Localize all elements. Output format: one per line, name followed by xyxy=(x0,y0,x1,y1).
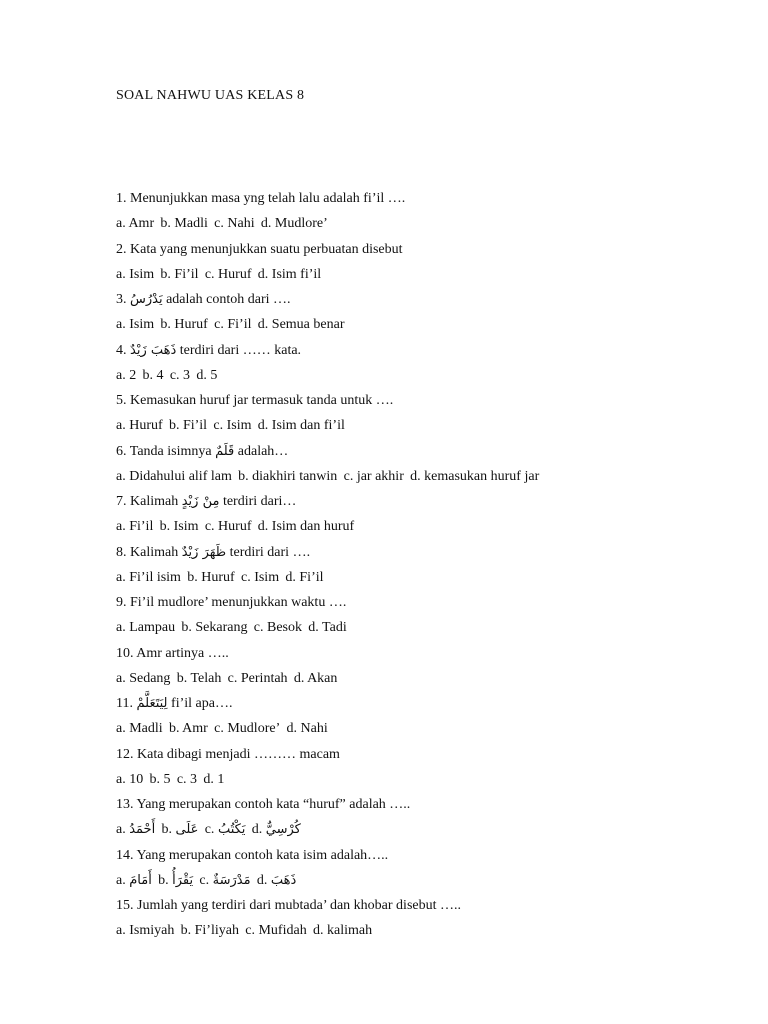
text-segment: c. Isim xyxy=(240,569,280,585)
answer-option xyxy=(177,671,222,686)
answer-option xyxy=(313,923,372,938)
text-segment: d. 5 xyxy=(196,367,218,383)
answer-option xyxy=(160,317,207,332)
arabic-text: مِنْ زَيْدٍ xyxy=(181,494,220,509)
text-segment: adalah… xyxy=(234,443,289,459)
answer-option xyxy=(170,368,190,383)
text-segment: d. Fi’il xyxy=(285,569,324,585)
text-segment: 5. Kemasukan huruf jar termasuk tanda untuk …. xyxy=(116,393,394,408)
text-segment: b. Sekarang xyxy=(181,620,248,636)
text-segment: 8. Kalimah xyxy=(116,544,182,560)
text-segment: 10. Amr artinya ….. xyxy=(116,645,229,661)
arabic-text: كُرْسِيٌّ xyxy=(265,822,301,838)
answer-option xyxy=(116,570,181,585)
text-segment: fi’il apa…. xyxy=(167,696,233,711)
arabic-text: مَدْرَسَةٌ xyxy=(212,872,251,888)
text-segment: c. Huruf xyxy=(204,266,252,282)
text-segment: c. xyxy=(204,822,218,838)
text-segment: 2. Kata yang menunjukkan suatu perbuatan disebut xyxy=(116,241,403,257)
text-segment: c. Mufidah xyxy=(245,923,307,939)
text-segment: c. Perintah xyxy=(227,670,288,686)
text-segment: c. xyxy=(199,872,213,888)
answer-option xyxy=(245,923,306,938)
arabic-text: ذَهَبَ xyxy=(270,872,297,888)
answer-options xyxy=(116,514,756,539)
text-segment: 7. Kalimah xyxy=(116,494,182,509)
text-segment: b. Isim xyxy=(159,519,199,535)
text-segment: c. jar akhir xyxy=(343,468,404,484)
arabic-text: قَلَمٌ xyxy=(215,443,235,459)
answer-option xyxy=(160,216,207,231)
answer-option xyxy=(181,923,239,938)
answer-option xyxy=(196,368,217,383)
answer-options xyxy=(116,565,756,590)
text-segment: d. kalimah xyxy=(313,923,373,939)
answer-option xyxy=(116,469,232,484)
answer-option xyxy=(285,570,323,585)
text-segment: b. Amr xyxy=(168,721,208,737)
page-title: SOAL NAHWU UAS KELAS 8 xyxy=(116,88,305,103)
answer-option xyxy=(150,772,171,787)
arabic-text: يَقْرَأُ xyxy=(172,872,194,888)
text-segment: d. Akan xyxy=(293,670,338,686)
answer-option xyxy=(162,822,199,837)
arabic-text: لِيَتَعَلَّمْ xyxy=(136,696,168,711)
question-text xyxy=(116,237,756,262)
text-segment: d. Nahi xyxy=(286,721,328,737)
question-text xyxy=(116,388,756,413)
question-text xyxy=(116,287,756,312)
answer-option xyxy=(199,873,250,888)
arabic-text: يَدْرُسُ xyxy=(130,292,163,307)
answer-option xyxy=(214,317,251,332)
text-segment: 6. Tanda isimnya xyxy=(116,443,216,459)
answer-option xyxy=(214,721,280,736)
text-segment: a. Lampau xyxy=(116,620,176,636)
answer-option xyxy=(116,267,154,282)
answer-options xyxy=(116,312,756,337)
text-segment: a. Amr xyxy=(116,216,155,232)
answer-option xyxy=(116,721,163,736)
answer-options xyxy=(116,666,756,691)
answer-option xyxy=(116,317,154,332)
text-segment: d. Mudlore’ xyxy=(260,216,328,232)
text-segment: a. Madli xyxy=(116,721,163,737)
question-text xyxy=(116,641,756,666)
answer-option xyxy=(254,620,302,635)
text-segment: 4. xyxy=(116,342,130,358)
answer-option xyxy=(116,418,163,433)
text-segment: b. Fi’il xyxy=(160,266,199,282)
text-segment: b. xyxy=(158,872,173,888)
text-segment: c. Isim xyxy=(213,418,252,434)
answer-options xyxy=(116,868,756,893)
question-text xyxy=(116,439,756,464)
text-segment: b. Fi’il xyxy=(168,418,208,434)
text-segment: a. Didahului alif lam xyxy=(116,468,232,484)
text-segment: d. Tadi xyxy=(308,620,347,636)
text-segment: c. Huruf xyxy=(204,519,252,535)
answer-option xyxy=(187,570,234,585)
question-text xyxy=(116,893,756,918)
answer-option xyxy=(213,418,251,433)
text-segment: b. Madli xyxy=(160,216,208,232)
answer-option xyxy=(258,267,321,282)
text-segment: d. kemasukan huruf jar xyxy=(410,468,540,484)
arabic-text: أَمَامَ xyxy=(129,872,152,888)
answer-option xyxy=(205,519,252,534)
text-segment: adalah contoh dari …. xyxy=(162,292,291,307)
arabic-text: يَكْتُبُ xyxy=(217,822,246,838)
answer-option xyxy=(252,822,301,837)
answer-option xyxy=(158,873,193,888)
answer-options xyxy=(116,767,756,792)
text-segment: a. 2 xyxy=(116,367,137,383)
text-segment: d. xyxy=(256,872,271,888)
text-segment: d. xyxy=(251,822,266,838)
text-segment: b. Telah xyxy=(176,670,222,686)
text-segment: a. xyxy=(116,822,130,838)
answer-options xyxy=(116,262,756,287)
answer-options xyxy=(116,413,756,438)
question-text xyxy=(116,590,756,615)
text-segment: d. 1 xyxy=(203,771,225,787)
answer-option xyxy=(258,519,354,534)
text-segment: terdiri dari …… kata. xyxy=(176,342,302,358)
answer-option xyxy=(116,923,174,938)
question-text xyxy=(116,489,756,514)
text-segment: terdiri dari… xyxy=(219,494,297,509)
answer-option xyxy=(258,418,345,433)
text-segment: c. Mudlore’ xyxy=(214,721,281,737)
answer-options xyxy=(116,211,756,236)
text-segment: a. Ismiyah xyxy=(116,923,175,939)
question-text xyxy=(116,792,756,817)
answer-option xyxy=(169,721,208,736)
answer-option xyxy=(203,772,224,787)
text-segment: c. Nahi xyxy=(214,216,255,232)
answer-option xyxy=(116,620,175,635)
text-segment: 15. Jumlah yang terdiri dari mubtada’ dan khobar disebut ….. xyxy=(116,898,461,913)
question-text xyxy=(116,186,756,211)
answer-option xyxy=(116,368,136,383)
answer-option xyxy=(214,216,254,231)
text-segment: d. Isim dan fi’il xyxy=(257,418,345,434)
answer-option xyxy=(169,418,207,433)
text-segment: b. Huruf xyxy=(187,569,235,585)
text-segment: 9. Fi’il mudlore’ menunjukkan waktu …. xyxy=(116,595,347,610)
question-text xyxy=(116,843,756,868)
text-segment: c. Besok xyxy=(253,620,302,636)
answer-options xyxy=(116,363,756,388)
text-segment: 12. Kata dibagi menjadi ……… macam xyxy=(116,746,340,762)
answer-options xyxy=(116,464,756,489)
text-segment: b. Huruf xyxy=(160,317,208,333)
answer-option xyxy=(160,267,198,282)
answer-option xyxy=(116,822,155,837)
answer-option xyxy=(287,721,328,736)
answer-options xyxy=(116,615,756,640)
text-segment: a. Isim xyxy=(116,317,155,333)
answer-option xyxy=(258,317,345,332)
answer-option xyxy=(294,671,338,686)
text-segment: a. Fi’il xyxy=(116,519,154,535)
question-text xyxy=(116,691,756,716)
text-segment: b. xyxy=(161,822,176,838)
text-segment: a. Isim xyxy=(116,266,155,282)
answer-option xyxy=(116,671,170,686)
question-text xyxy=(116,338,756,363)
text-segment: a. Fi’il isim xyxy=(116,569,181,585)
answer-option xyxy=(238,469,337,484)
answer-options xyxy=(116,817,756,842)
answer-options xyxy=(116,918,756,943)
arabic-text: أَحْمَدُ xyxy=(129,822,156,838)
answer-option xyxy=(177,772,197,787)
answer-option xyxy=(116,216,154,231)
text-segment: b. Fi’liyah xyxy=(180,923,239,939)
answer-option xyxy=(261,216,328,231)
text-segment: 14. Yang merupakan contoh kata isim adalah….. xyxy=(116,847,389,863)
answer-option xyxy=(160,519,199,534)
answer-option xyxy=(344,469,404,484)
answer-option xyxy=(228,671,288,686)
answer-option xyxy=(410,469,539,484)
question-list xyxy=(116,186,756,944)
text-segment: b. 5 xyxy=(149,771,171,787)
text-segment: 3. xyxy=(116,292,130,307)
arabic-text: ظَهَرَ زَيْدٌ xyxy=(181,544,227,560)
answer-options xyxy=(116,716,756,741)
answer-option xyxy=(181,620,247,635)
answer-option xyxy=(205,267,252,282)
answer-option xyxy=(241,570,279,585)
text-segment: c. Fi’il xyxy=(214,317,252,333)
text-segment: a. Huruf xyxy=(116,418,163,434)
text-segment: d. Isim dan huruf xyxy=(257,519,355,535)
text-segment: c. 3 xyxy=(176,771,198,787)
text-segment: a. 10 xyxy=(116,771,144,787)
arabic-text: عَلَى xyxy=(175,822,199,838)
text-segment: 1. Menunjukkan masa yng telah lalu adalah fi’il …. xyxy=(116,191,406,206)
text-segment: c. 3 xyxy=(169,367,191,383)
answer-option xyxy=(116,519,153,534)
text-segment: d. Semua benar xyxy=(257,317,345,333)
text-segment: a. Sedang xyxy=(116,670,171,686)
question-text xyxy=(116,540,756,565)
answer-option xyxy=(257,873,296,888)
text-segment: b. 4 xyxy=(142,367,164,383)
text-segment: a. xyxy=(116,872,130,888)
text-segment: 11. xyxy=(116,696,137,711)
answer-option xyxy=(143,368,164,383)
question-text xyxy=(116,742,756,767)
answer-option xyxy=(116,873,152,888)
answer-option xyxy=(205,822,246,837)
answer-option xyxy=(116,772,143,787)
text-segment: terdiri dari …. xyxy=(226,544,311,560)
arabic-text: ذَهَبَ زَيْدٌ xyxy=(130,342,177,358)
text-segment: b. diakhiri tanwin xyxy=(238,468,338,484)
text-segment: 13. Yang merupakan contoh kata “huruf” adalah ….. xyxy=(116,797,411,812)
text-segment: d. Isim fi’il xyxy=(257,266,322,282)
answer-option xyxy=(308,620,346,635)
